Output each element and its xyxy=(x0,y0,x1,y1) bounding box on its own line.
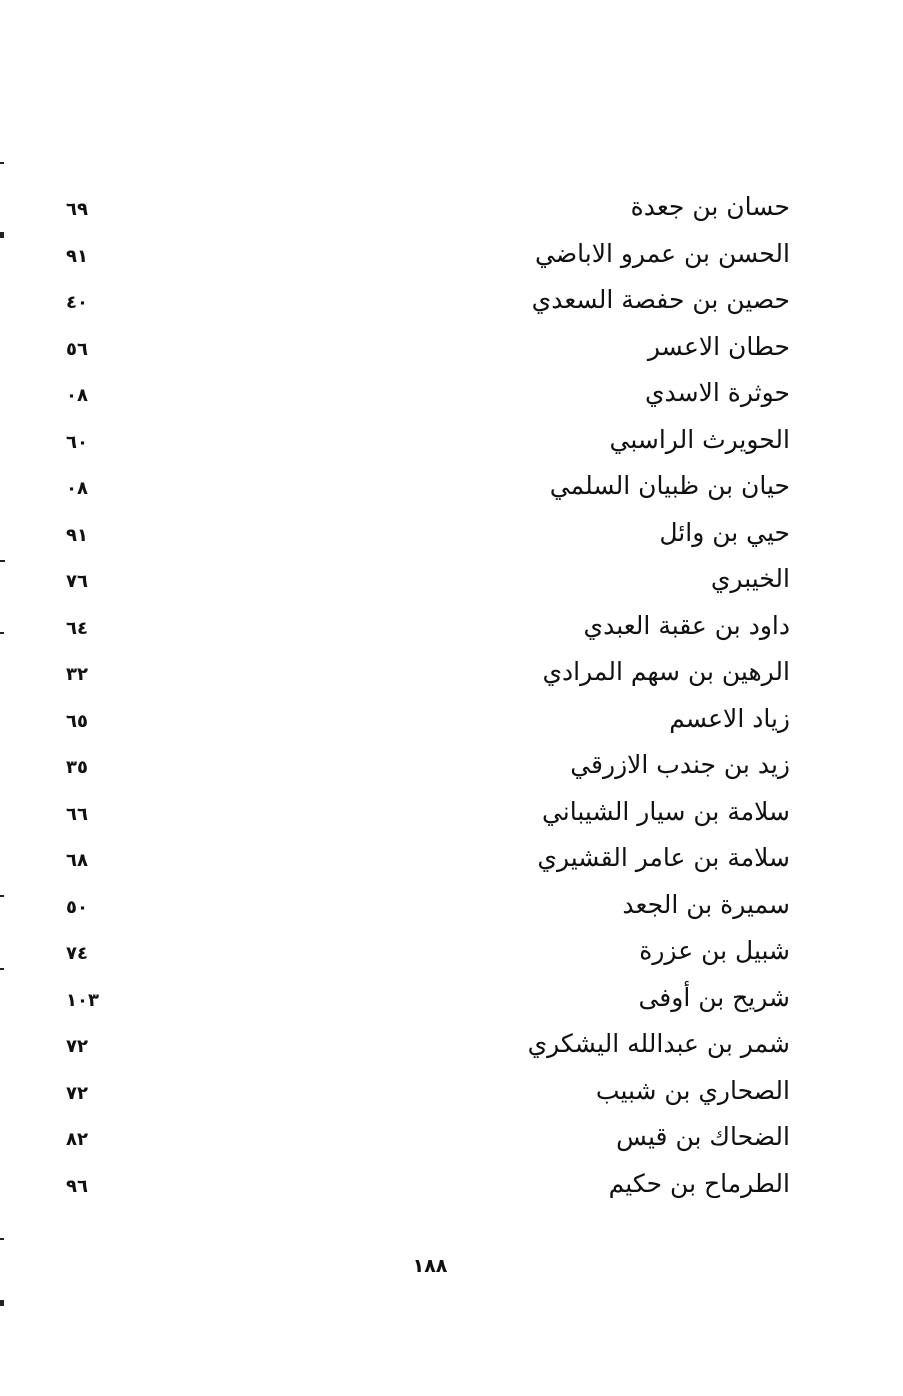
index-entry xyxy=(40,884,800,931)
entry-page: ٤٠ xyxy=(66,292,88,313)
entry-page: ٦٥ xyxy=(66,710,88,732)
entry-name: حصين بن حفصة السعدي xyxy=(531,285,790,314)
index-entry xyxy=(40,698,800,745)
entry-name: الرهين بن سهم المرادي xyxy=(542,657,790,686)
entry-page: ٩١ xyxy=(66,524,88,546)
index-entry xyxy=(40,186,800,233)
index-entry xyxy=(40,651,800,698)
entry-page: ٧٢ xyxy=(66,1036,88,1057)
scan-edge-mark xyxy=(0,232,4,238)
scan-edge-mark xyxy=(0,895,4,897)
scan-edge-mark xyxy=(0,1238,4,1240)
index-entry xyxy=(40,930,800,977)
entry-name: حيان بن ظبيان السلمي xyxy=(549,471,790,500)
scan-edge-mark xyxy=(0,1300,4,1306)
page-number: ١٨٨ xyxy=(412,1255,448,1277)
entry-name: حطان الاعسر xyxy=(647,331,790,361)
index-entry xyxy=(40,233,800,280)
entry-page: ٣٢ xyxy=(66,664,88,685)
index-entry xyxy=(40,977,800,1024)
scan-edge-mark xyxy=(0,560,5,562)
entry-page: ٦٨ xyxy=(66,850,88,871)
entry-page: ٦٩ xyxy=(66,199,88,220)
entry-page: ٠٨ xyxy=(66,385,88,406)
entry-page: ٦٤ xyxy=(66,617,88,639)
entry-name: سلامة بن عامر القشيري xyxy=(537,843,790,872)
index-entry xyxy=(40,1116,800,1163)
scan-edge-mark xyxy=(0,632,4,634)
entry-name: الطرماح بن حكيم xyxy=(608,1168,790,1198)
entry-name: الحسن بن عمرو الاباضي xyxy=(535,238,790,268)
index-entry xyxy=(40,1023,800,1070)
index-entry xyxy=(40,372,800,419)
entry-name: زياد الاعسم xyxy=(669,703,790,733)
index-entry xyxy=(40,512,800,559)
index-entry xyxy=(40,465,800,512)
entry-page: ٥٠ xyxy=(66,896,88,918)
entry-page: ٩٦ xyxy=(66,1175,88,1197)
entry-page: ١٠٣ xyxy=(66,989,99,1011)
entry-name: سميرة بن الجعد xyxy=(622,889,790,919)
entry-name: شبيل بن عزرة xyxy=(639,936,790,965)
entry-page: ٠٨ xyxy=(66,478,88,499)
index-entry xyxy=(40,279,800,326)
entry-page: ٣٥ xyxy=(66,757,88,778)
index-entry xyxy=(40,744,800,791)
entry-name: حسان بن جعدة xyxy=(630,192,790,221)
index-entry xyxy=(40,837,800,884)
entry-page: ٨٢ xyxy=(66,1129,88,1150)
entry-name: الضحاك بن قيس xyxy=(616,1122,790,1151)
entry-name: حوثرة الاسدي xyxy=(644,378,790,407)
index-entry xyxy=(40,419,800,466)
entry-page: ٦٠ xyxy=(66,431,88,453)
entry-name: الصحاري بن شبيب xyxy=(595,1075,790,1105)
scan-edge-mark xyxy=(0,968,4,970)
index-entry xyxy=(40,326,800,373)
index-entry xyxy=(40,1163,800,1210)
entry-page: ٦٦ xyxy=(66,803,88,825)
entry-name: الحويرث الراسبي xyxy=(609,424,790,454)
entry-page: ٥٦ xyxy=(66,338,88,360)
entry-name: زيد بن جندب الازرقي xyxy=(570,750,790,779)
entry-page: ٧٦ xyxy=(66,571,88,592)
index-entry xyxy=(40,1070,800,1117)
entry-page: ٧٤ xyxy=(66,943,88,964)
index-entry xyxy=(40,605,800,652)
index-entry xyxy=(40,791,800,838)
entry-name: حيي بن وائل xyxy=(659,517,790,547)
index-list xyxy=(40,186,800,1209)
entry-name: سلامة بن سيار الشيباني xyxy=(541,796,790,826)
entry-name: داود بن عقبة العبدي xyxy=(583,610,790,640)
index-entry xyxy=(40,558,800,605)
entry-name: شريح بن أوفى xyxy=(638,982,790,1012)
entry-page: ٩١ xyxy=(66,245,88,267)
scan-edge-mark xyxy=(0,162,4,164)
entry-name: شمر بن عبدالله اليشكري xyxy=(527,1029,790,1058)
entry-page: ٧٢ xyxy=(66,1082,88,1104)
entry-name: الخيبري xyxy=(710,564,790,593)
